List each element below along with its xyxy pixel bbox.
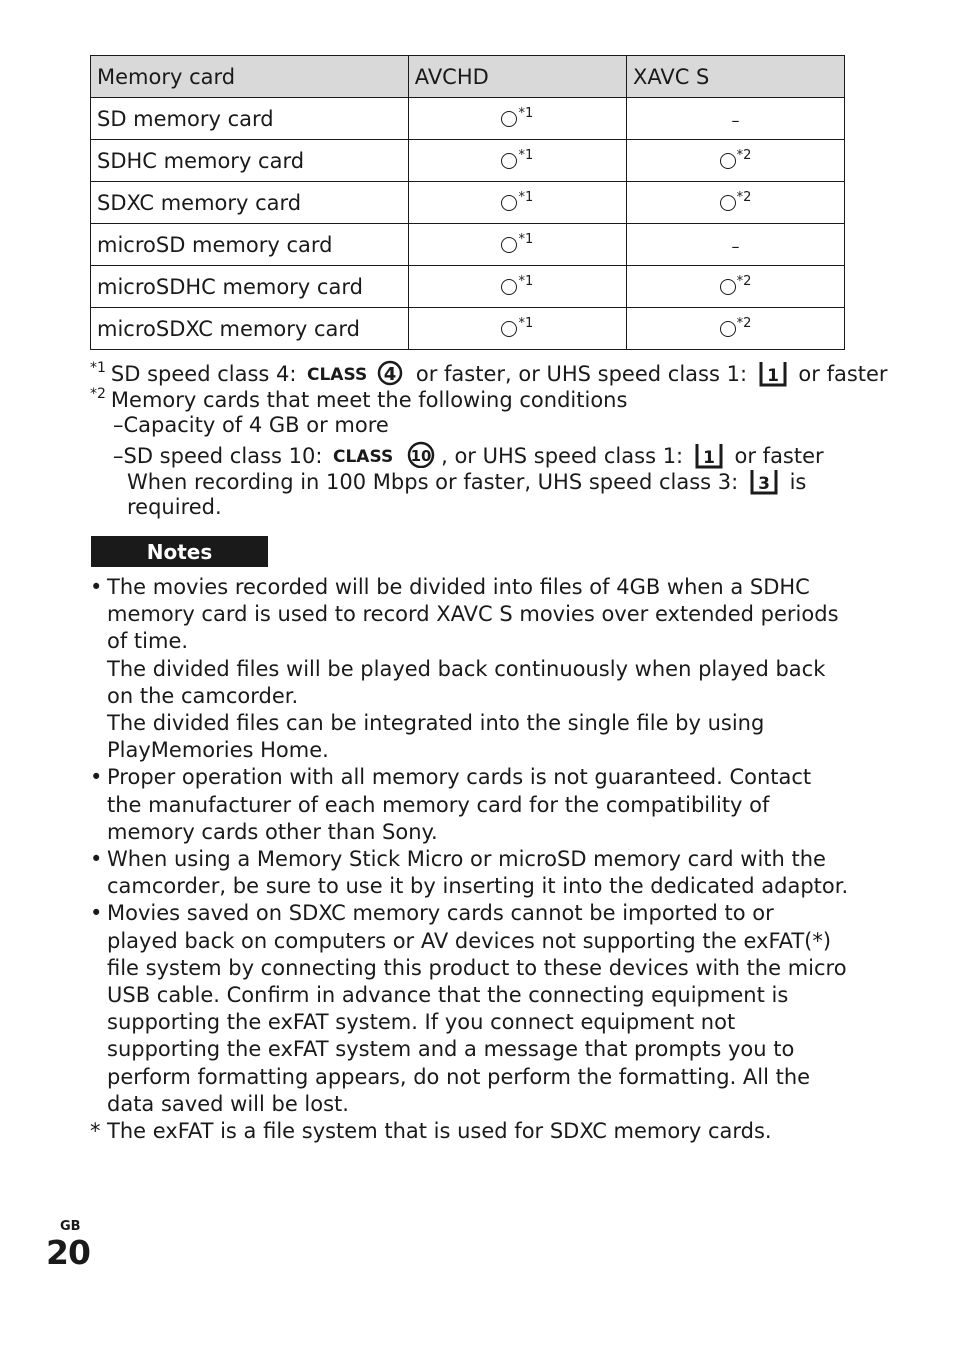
uhs-3-icon [749,468,779,496]
xavcs-cell [626,266,844,308]
uhs-number: 3 [757,474,770,494]
class-10-icon [333,440,437,468]
list-item [90,764,850,846]
supported-circle-icon [501,195,517,211]
footnote-text: or faster, or UHS speed class 1: [415,362,748,386]
footnote-ref: *1 [518,316,534,331]
list-item [90,1118,850,1145]
header-memory-card: Memory card [91,56,409,98]
list-item [90,900,850,1118]
page-language: GB [60,1219,81,1234]
footnote-mark: *1 [90,360,106,376]
avchd-cell [408,182,626,224]
condition-speed-class [113,440,824,470]
note-text: Proper operation with all memory cards is not guaranteed. Contact the manufacturer of each memory card for the compatibility of memory cards other than Sony. [107,765,812,844]
list-item [90,846,850,900]
xavcs-cell [626,224,844,266]
table-row [91,140,845,182]
class-number: 10 [410,447,432,465]
not-supported-dash: – [731,110,740,130]
footnote-text: SD speed class 4: [110,362,297,386]
footnote-ref: *1 [518,190,534,205]
condition-text: is [789,470,807,494]
footnote-ref: *2 [736,316,752,331]
footnote-ref: *1 [518,106,534,121]
card-name: SD memory card [91,98,409,140]
class-4-icon [307,358,405,386]
page-number: 20 [46,1233,90,1272]
uhs-1-icon [694,442,724,470]
class-number: 4 [383,364,397,385]
uhs-number: 1 [702,448,715,468]
notes-list [90,574,850,1145]
bullet: • [90,575,103,599]
table-row [91,266,845,308]
notes-heading: Notes [91,536,268,567]
xavcs-cell [626,308,844,350]
card-name: microSDHC memory card [91,266,409,308]
class-word: CLASS [307,365,368,385]
condition-text: –SD speed class 10: [113,444,323,468]
footnote-1 [90,358,888,388]
footnote-ref: *1 [518,232,534,247]
condition-text: , or UHS speed class 1: [441,444,684,468]
list-item [90,574,850,764]
note-text: When using a Memory Stick Micro or microSD memory card with the camcorder, be sure to use it by inserting it into the dedicated adaptor. [107,847,849,899]
table-row [91,98,845,140]
card-name: microSD memory card [91,224,409,266]
note-text: Movies saved on SDXC memory cards cannot be imported to or played back on computers or AV devices not supporting the exFAT(*) file system by connecting this product to these devices with the micro USB cable. Confirm in advance that the connecting equipment is supporting the exFAT system. If you connect equipment not supporting the exFAT system and a message that prompts you to perform formatting appears, do not perform the formatting. All the data saved will be lost. [107,901,847,1116]
condition-capacity: –Capacity of 4 GB or more [113,413,389,437]
card-name: SDXC memory card [91,182,409,224]
footnote-text: or faster [798,362,888,386]
supported-circle-icon [501,111,517,127]
avchd-cell [408,140,626,182]
not-supported-dash: – [731,236,740,256]
supported-circle-icon [720,279,736,295]
memory-card-table [90,55,845,350]
supported-circle-icon [501,153,517,169]
avchd-cell [408,308,626,350]
table-header-row [91,56,845,98]
xavcs-cell [626,140,844,182]
supported-circle-icon [720,195,736,211]
supported-circle-icon [501,279,517,295]
note-text: The divided files will be played back continuously when played back on the camcorder. [107,656,826,708]
condition-text: When recording in 100 Mbps or faster, UHS speed class 3: [127,470,739,494]
condition-required: required. [127,495,222,519]
card-name: microSDXC memory card [91,308,409,350]
table-row [91,224,845,266]
footnote-ref: *2 [736,190,752,205]
bullet: • [90,765,103,790]
supported-circle-icon [501,321,517,337]
xavcs-cell [626,182,844,224]
bullet: • [90,901,103,926]
note-text: The movies recorded will be divided into files of 4GB when a SDHC memory card is used to record XAVC S movies over extended periods of time. [107,575,839,654]
table-row [91,182,845,224]
card-name: SDHC memory card [91,140,409,182]
avchd-cell [408,224,626,266]
condition-text: or faster [734,444,824,468]
condition-uhs3 [127,468,806,496]
bullet: • [90,847,103,872]
uhs-number: 1 [766,366,779,386]
note-text: The exFAT is a file system that is used for SDXC memory cards. [107,1119,772,1144]
avchd-cell [408,98,626,140]
supported-circle-icon [720,321,736,337]
uhs-1-icon [758,360,788,388]
footnote-ref: *1 [518,148,534,163]
avchd-cell [408,266,626,308]
xavcs-cell [626,98,844,140]
header-xavcs: XAVC S [626,56,844,98]
supported-circle-icon [720,153,736,169]
footnote-2 [90,386,627,412]
asterisk-bullet: * [90,1119,101,1144]
footnote-text: Memory cards that meet the following conditions [110,388,628,412]
table-row [91,308,845,350]
note-text: The divided files can be integrated into the single file by using PlayMemories Home. [107,711,765,763]
footnote-mark: *2 [90,386,106,402]
header-avchd: AVCHD [408,56,626,98]
class-word: CLASS [333,447,394,467]
footnote-ref: *2 [736,274,752,289]
footnote-ref: *1 [518,274,534,289]
footnote-ref: *2 [736,148,752,163]
supported-circle-icon [501,237,517,253]
